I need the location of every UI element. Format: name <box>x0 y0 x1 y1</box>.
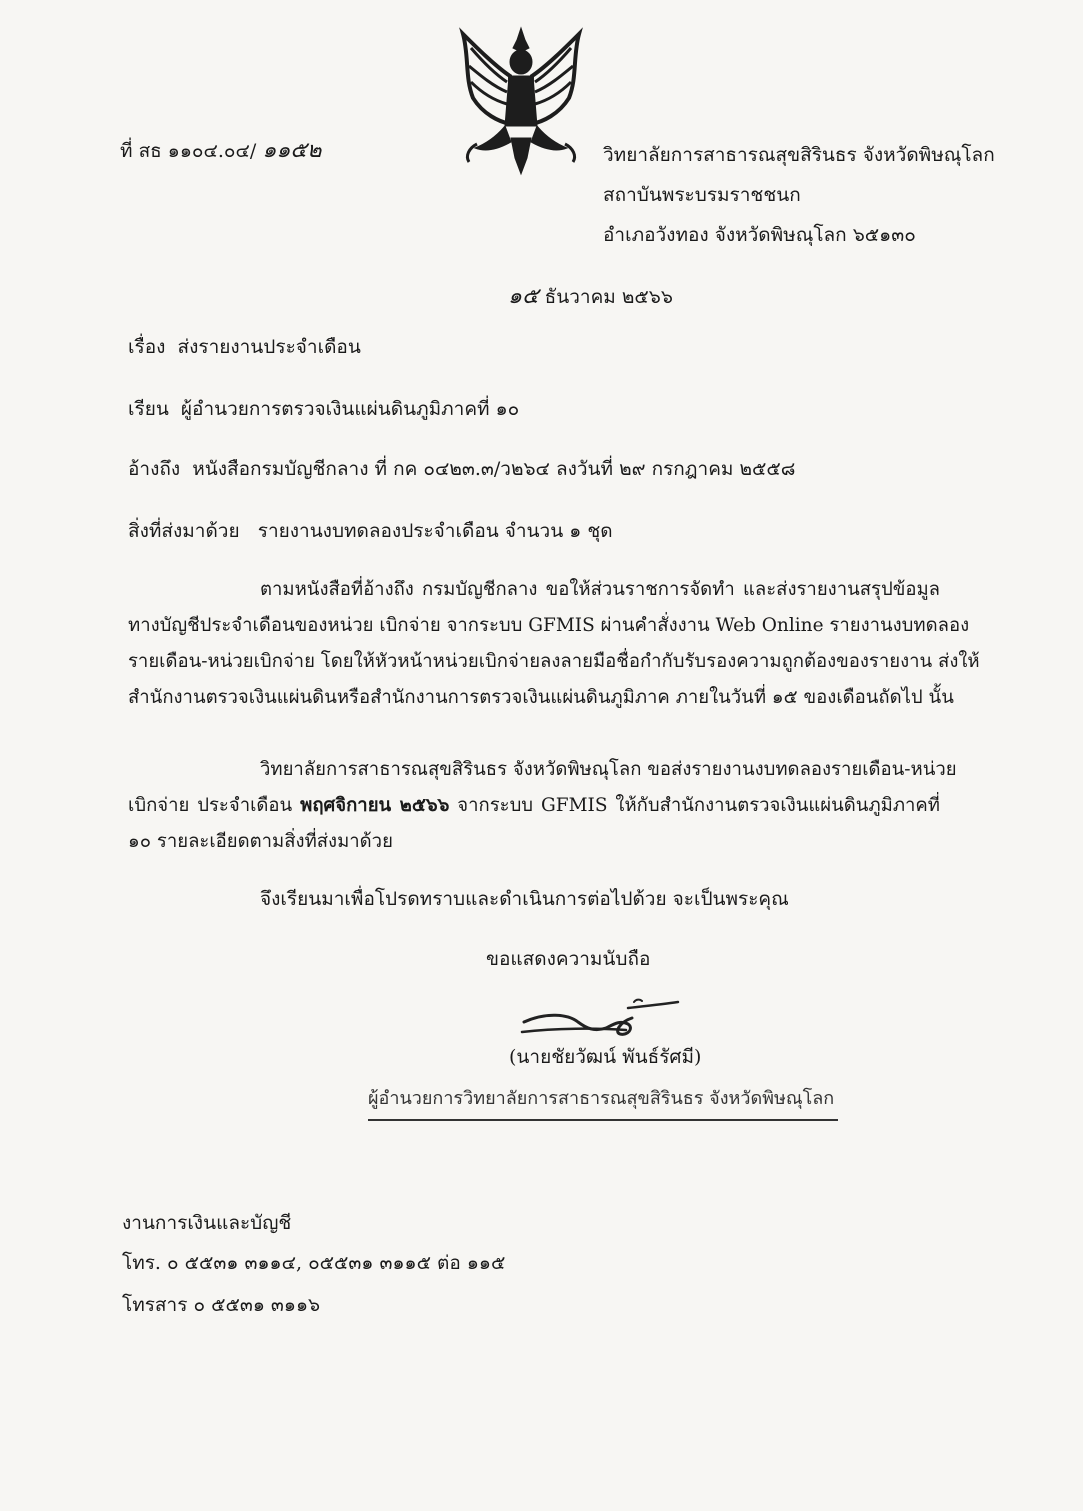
enclosure-text: รายงานงบทดลองประจำเดือน จำนวน ๑ ชุด <box>257 520 613 542</box>
org-institute: สถาบันพระบรมราชชนก <box>603 184 801 206</box>
reference-label: อ้างถึง <box>128 458 181 480</box>
org-name: วิทยาลัยการสาธารณสุขสิรินธร จังหวัดพิษณุโลก <box>603 144 995 166</box>
letter-date <box>508 284 673 310</box>
recipient-line <box>128 396 519 422</box>
date-month-year: ธันวาคม ๒๕๖๖ <box>544 286 673 308</box>
recipient-text: ผู้อำนวยการตรวจเงินแผ่นดินภูมิภาคที่ ๑๐ <box>180 398 520 420</box>
subject-line <box>128 334 361 360</box>
garuda-emblem-icon <box>455 26 587 178</box>
document-number <box>120 138 321 164</box>
body-paragraph-2 <box>128 752 957 860</box>
body-paragraph-1 <box>128 572 980 716</box>
signer-name: (นายชัยวัฒน์ พันธ์รัศมี) <box>509 1046 702 1068</box>
enclosure-label: สิ่งที่ส่งมาด้วย <box>128 520 240 542</box>
subject-label: เรื่อง <box>128 336 166 358</box>
paragraph-1-line: ตามหนังสือที่อ้างถึง กรมบัญชีกลาง ขอให้ส่วนราชการจัดทำ และส่งรายงานสรุปข้อมูล <box>260 579 940 600</box>
paragraph-1-line: รายเดือน-หน่วยเบิกจ่าย โดยให้หัวหน้าหน่วยเบิกจ่ายลงลายมือชื่อกำกับรับรองความถูกต้องของรายงาน ส่งให้ <box>128 651 980 672</box>
footer-phone: โทร. ๐ ๕๕๓๑ ๓๑๑๔, ๐๕๕๓๑ ๓๑๑๕ ต่อ ๑๑๕ <box>122 1252 506 1274</box>
footer-department: งานการเงินและบัญชี <box>122 1212 292 1234</box>
document-number-prefix: ที่ สธ ๑๑๐๔.๐๔/ <box>120 140 257 162</box>
paragraph-2-line <box>128 788 940 824</box>
paragraph-1-line: สำนักงานตรวจเงินแผ่นดินหรือสำนักงานการตรวจเงินแผ่นดินภูมิภาค ภายในวันที่ ๑๕ ของเดือนถัดไป นั้น <box>128 687 954 708</box>
enclosure-line <box>128 518 613 544</box>
org-address: อำเภอวังทอง จังหวัดพิษณุโลก ๖๕๑๓๐ <box>603 224 916 246</box>
subject-text: ส่งรายงานประจำเดือน <box>177 336 361 358</box>
closing-regards: ขอแสดงความนับถือ <box>486 948 651 970</box>
signature-image <box>516 998 686 1044</box>
signer-position: ผู้อำนวยการวิทยาลัยการสาธารณสุขสิรินธร จังหวัดพิษณุโลก <box>368 1088 835 1109</box>
date-day-handwritten: ๑๕ <box>508 284 539 309</box>
footer-fax: โทรสาร ๐ ๕๕๓๑ ๓๑๑๖ <box>122 1294 321 1316</box>
document-number-handwritten: ๑๑๕๒ <box>262 138 322 163</box>
reference-text: หนังสือกรมบัญชีกลาง ที่ กค ๐๔๒๓.๓/ว๒๖๔ ลงวันที่ ๒๙ กรกฎาคม ๒๕๕๘ <box>192 458 796 480</box>
paragraph-2-text: จากระบบ GFMIS ให้กับสำนักงานตรวจเงินแผ่นดินภูมิภาคที่ <box>457 795 940 816</box>
body-paragraph-3: จึงเรียนมาเพื่อโปรดทราบและดำเนินการต่อไปด้วย จะเป็นพระคุณ <box>260 888 789 910</box>
reference-line <box>128 456 795 482</box>
paragraph-2-line: ๑๐ รายละเอียดตามสิ่งที่ส่งมาด้วย <box>128 831 393 852</box>
paragraph-1-line: ทางบัญชีประจำเดือนของหน่วย เบิกจ่าย จากระบบ GFMIS ผ่านคำสั่งงาน Web Online รายงานงบทดลอง <box>128 615 970 636</box>
paragraph-2-line: วิทยาลัยการสาธารณสุขสิรินธร จังหวัดพิษณุโลก ขอส่งรายงานงบทดลองรายเดือน-หน่วย <box>260 759 957 780</box>
paragraph-2-text: เบิกจ่าย ประจำเดือน <box>128 795 293 816</box>
recipient-label: เรียน <box>128 398 169 420</box>
reporting-month-bold: พฤศจิกายน ๒๕๖๖ <box>300 795 450 816</box>
signature-underline <box>368 1119 838 1121</box>
